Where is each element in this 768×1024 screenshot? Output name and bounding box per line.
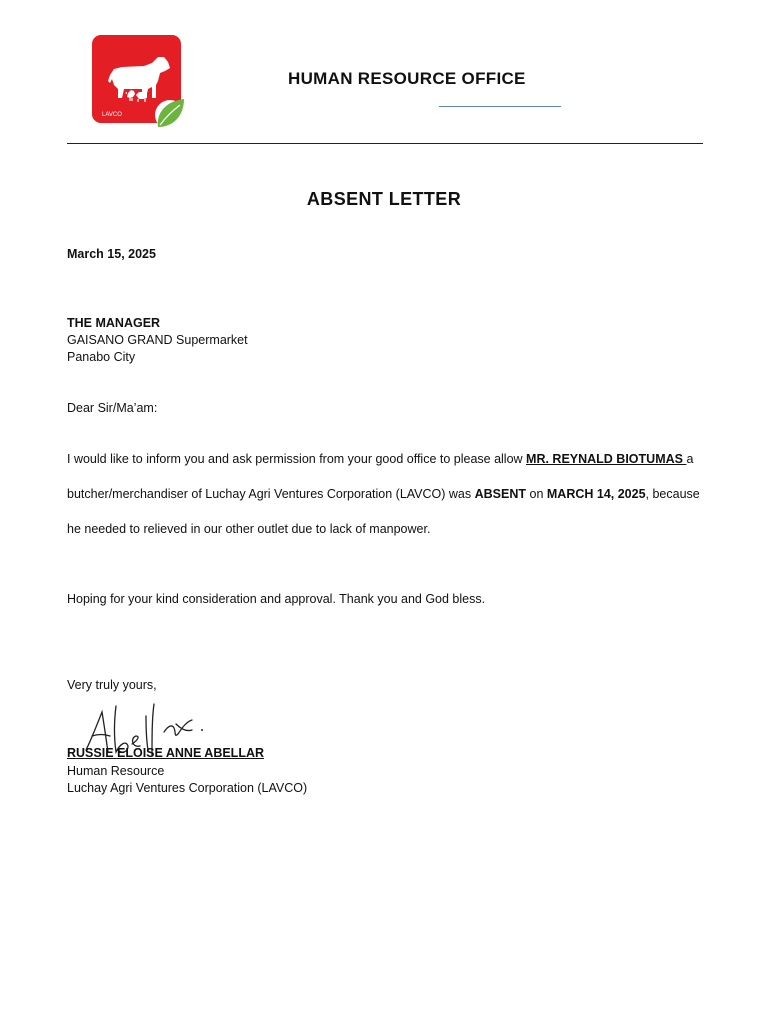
document-title: ABSENT LETTER	[306, 189, 462, 209]
lavco-logo-icon	[92, 35, 186, 131]
valediction: Very truly yours,	[67, 678, 157, 692]
letter-date: March 15, 2025	[67, 247, 156, 261]
salutation: Dear Sir/Ma’am:	[67, 401, 158, 415]
body-line-1-prefix: I would like to inform you and ask permission from your good office to please allow	[67, 452, 527, 466]
lavco-logo	[92, 35, 186, 131]
lavco-logo-text: LAVCO	[102, 112, 122, 118]
body-line-1-suffix: a	[686, 452, 694, 466]
body-line-2-prefix: butcher/merchandiser of Luchay Agri Ventures Corporation (LAVCO) was	[67, 487, 475, 501]
body-line-3: he needed to relieved in our other outlet due to lack of manpower.	[67, 522, 431, 536]
recipient-name: THE MANAGER	[67, 316, 161, 330]
body-line-2-mid: on	[526, 487, 547, 501]
closing-paragraph: Hoping for your kind consideration and approval. Thank you and God bless.	[67, 592, 486, 606]
body-line-2	[67, 486, 700, 503]
body-line-1	[67, 451, 693, 468]
signatory-company: Luchay Agri Ventures Corporation (LAVCO)	[67, 781, 308, 795]
signatory-name: RUSSIE ELOISE ANNE ABELLAR	[67, 746, 265, 760]
signatory-position: Human Resource	[67, 764, 165, 778]
office-title: HUMAN RESOURCE OFFICE	[288, 69, 526, 88]
recipient-company: GAISANO GRAND Supermarket	[67, 333, 248, 347]
body-line-2-suffix: , because	[645, 487, 700, 501]
employee-name: MR. REYNALD BIOTUMAS	[526, 452, 687, 466]
absence-status: ABSENT	[474, 487, 527, 501]
header-divider	[67, 143, 703, 144]
title-accent-underline	[439, 106, 561, 107]
recipient-city: Panabo City	[67, 350, 136, 364]
absence-date: MARCH 14, 2025	[546, 487, 646, 501]
